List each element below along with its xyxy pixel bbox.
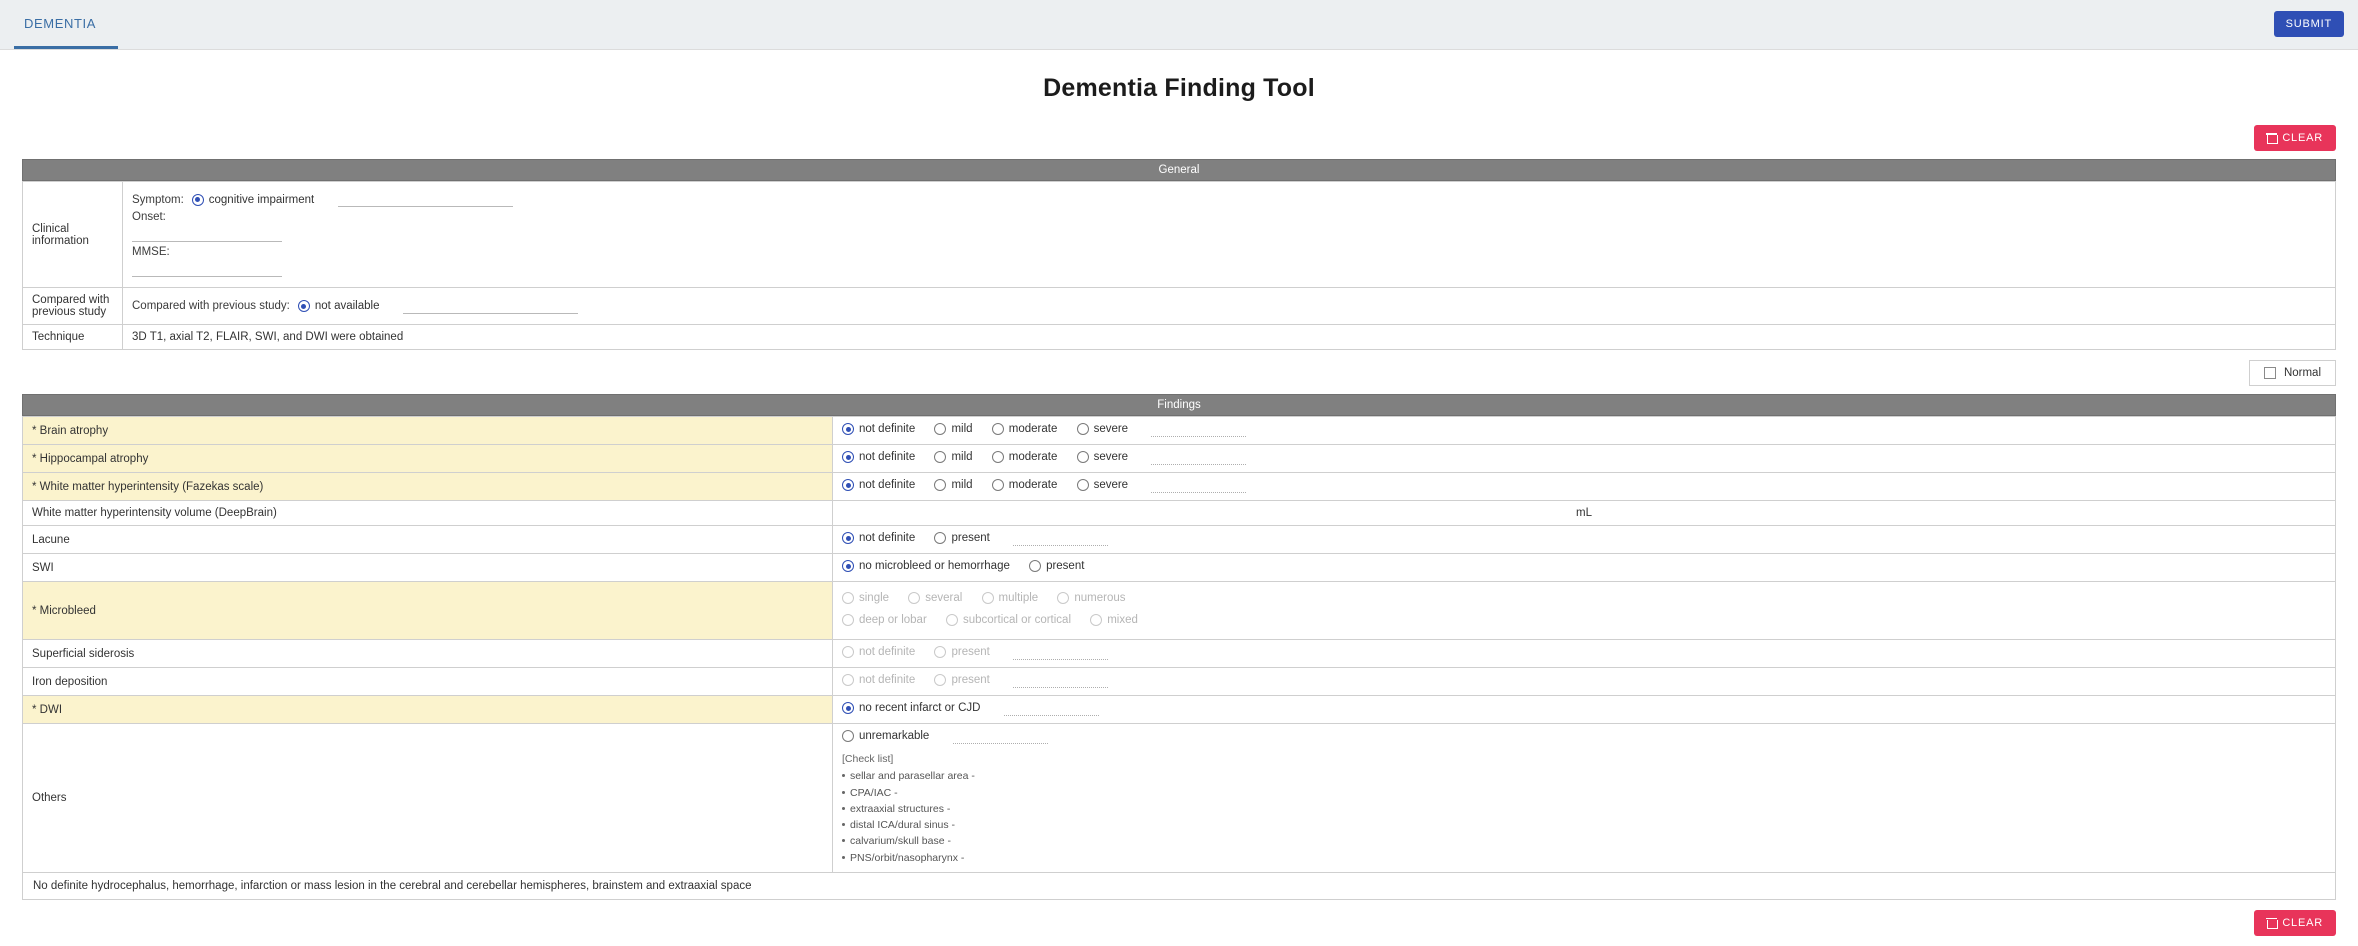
radio-icon[interactable] — [934, 479, 946, 491]
white-matter-hyperintensity-options — [833, 473, 2336, 501]
top-bar — [0, 0, 2358, 50]
option-label: severe — [1093, 423, 1129, 435]
iron-deposition-label: Iron deposition — [23, 668, 833, 696]
clear-button-top[interactable] — [2254, 125, 2336, 151]
compared-field-label: Compared with previous study: — [132, 300, 290, 312]
table-row-iron-deposition — [23, 668, 2336, 696]
clinical-information-fields — [123, 182, 2336, 288]
option-label: multiple — [998, 592, 1039, 604]
checkbox-icon[interactable] — [2264, 367, 2276, 379]
option-label: severe — [1093, 451, 1129, 463]
superficial-siderosis-label: Superficial siderosis — [23, 640, 833, 668]
option-moderate[interactable] — [992, 451, 1058, 463]
trash-icon — [2267, 918, 2276, 928]
option-label: moderate — [1008, 479, 1058, 491]
general-section-header: General — [22, 159, 2336, 181]
onset-input-line — [132, 227, 2326, 242]
findings-section-header: Findings — [22, 394, 2336, 416]
symptom-input[interactable] — [338, 192, 513, 207]
option-no-recent-infarct-or-cjd[interactable] — [842, 702, 980, 714]
microbleed-options — [833, 582, 2336, 640]
option-numerous[interactable] — [1057, 592, 1125, 604]
onset-label: Onset: — [132, 211, 166, 223]
clinical-information-label: Clinical information — [23, 182, 123, 288]
option-label: deep or lobar — [859, 614, 927, 626]
radio-icon[interactable] — [934, 674, 946, 686]
general-table — [22, 181, 2336, 350]
wmh-volume-unit: mL — [833, 501, 2336, 526]
findings-summary: No definite hydrocephalus, hemorrhage, infarction or mass lesion in the cerebral and cerebellar hemispheres, brainstem and extraaxial space — [22, 873, 2336, 900]
list-item: calvarium/skull base - — [842, 833, 2326, 849]
option-single[interactable] — [842, 592, 889, 604]
option-label: not definite — [859, 479, 916, 491]
others-note-input[interactable] — [953, 734, 1048, 744]
mmse-input[interactable] — [132, 262, 282, 277]
option-present[interactable] — [1029, 560, 1084, 572]
radio-icon[interactable] — [992, 479, 1004, 491]
others-label: Others — [23, 724, 833, 873]
tab-dementia[interactable] — [14, 0, 118, 49]
symptom-option-label: cognitive impairment — [208, 193, 315, 206]
option-label: unremarkable — [859, 730, 930, 742]
option-deep-or-lobar[interactable] — [842, 614, 927, 626]
option-label: not definite — [859, 674, 916, 686]
option-mild[interactable] — [934, 451, 972, 463]
radio-icon[interactable] — [842, 479, 854, 491]
option-label: mild — [951, 423, 973, 435]
option-label: subcortical or cortical — [962, 614, 1071, 626]
list-item: sellar and parasellar area - — [842, 768, 2326, 784]
table-row-clinical-information — [23, 182, 2336, 288]
radio-icon[interactable] — [1057, 592, 1069, 604]
option-not-definite[interactable] — [842, 451, 915, 463]
radio-icon[interactable] — [842, 674, 854, 686]
option-present[interactable] — [934, 646, 989, 658]
dwi-label: * DWI — [23, 696, 833, 724]
option-not-definite[interactable] — [842, 674, 915, 686]
others-checklist — [842, 751, 2326, 866]
superficial-siderosis-note-input[interactable] — [1013, 650, 1108, 660]
option-label: not definite — [859, 423, 916, 435]
compared-input[interactable] — [403, 299, 578, 314]
radio-icon[interactable] — [842, 423, 854, 435]
technique-label: Technique — [23, 325, 123, 350]
technique-value: 3D T1, axial T2, FLAIR, SWI, and DWI were obtained — [123, 325, 2336, 350]
iron-deposition-options — [833, 668, 2336, 696]
option-severe[interactable] — [1077, 479, 1129, 491]
symptom-option-cognitive-impairment[interactable] — [192, 194, 314, 206]
iron-deposition-note-input[interactable] — [1013, 678, 1108, 688]
table-row-microbleed — [23, 582, 2336, 640]
radio-icon[interactable] — [842, 560, 854, 572]
radio-icon[interactable] — [842, 702, 854, 714]
radio-icon[interactable] — [842, 451, 854, 463]
option-label: single — [859, 592, 890, 604]
checklist-head: [Check list] — [842, 753, 894, 765]
trash-icon — [2267, 133, 2276, 143]
compared-option-not-available[interactable] — [298, 300, 380, 312]
radio-icon[interactable] — [842, 614, 854, 626]
option-multiple[interactable] — [982, 592, 1039, 604]
option-label: present — [951, 532, 990, 544]
table-row-dwi — [23, 696, 2336, 724]
clear-top-row — [22, 125, 2336, 151]
option-label: present — [951, 674, 990, 686]
mmse-label: MMSE: — [132, 246, 170, 258]
radio-icon[interactable] — [992, 423, 1004, 435]
hippocampal-atrophy-note-input[interactable] — [1151, 455, 1246, 465]
option-label: not definite — [859, 532, 916, 544]
radio-icon[interactable] — [192, 194, 204, 206]
option-label: several — [925, 592, 963, 604]
table-row-technique — [23, 325, 2336, 350]
checklist-items — [842, 768, 2326, 866]
clear-button-bottom-label: CLEAR — [2282, 916, 2323, 929]
radio-icon[interactable] — [934, 646, 946, 658]
hippocampal-atrophy-label: * Hippocampal atrophy — [23, 445, 833, 473]
radio-icon[interactable] — [946, 614, 958, 626]
white-matter-hyperintensity-label: * White matter hyperintensity (Fazekas scale) — [23, 473, 833, 501]
radio-icon[interactable] — [298, 300, 310, 312]
clear-button-bottom[interactable] — [2254, 910, 2336, 936]
option-mixed[interactable] — [1090, 614, 1138, 626]
table-row-wmh-volume — [23, 501, 2336, 526]
symptom-line — [132, 192, 2326, 207]
radio-icon[interactable] — [842, 646, 854, 658]
swi-options — [833, 554, 2336, 582]
radio-icon[interactable] — [1077, 479, 1089, 491]
table-row-superficial-siderosis — [23, 640, 2336, 668]
option-subcortical-or-cortical[interactable] — [946, 614, 1071, 626]
list-item: extraaxial structures - — [842, 801, 2326, 817]
option-not-definite[interactable] — [842, 423, 915, 435]
microbleed-label: * Microbleed — [23, 582, 833, 640]
option-moderate[interactable] — [992, 423, 1058, 435]
radio-icon[interactable] — [908, 592, 920, 604]
clear-bottom-row — [22, 910, 2336, 946]
dwi-note-input[interactable] — [1004, 706, 1099, 716]
option-label: moderate — [1008, 423, 1058, 435]
option-no-microbleed-or-hemorrhage[interactable] — [842, 560, 1010, 572]
table-row-white-matter-hyperintensity — [23, 473, 2336, 501]
option-label: present — [951, 646, 990, 658]
tab-strip — [0, 0, 118, 49]
option-label: no microbleed or hemorrhage — [859, 560, 1010, 572]
table-row-others — [23, 724, 2336, 873]
dwi-options — [833, 696, 2336, 724]
white-matter-hyperintensity-note-input[interactable] — [1151, 483, 1246, 493]
table-row-hippocampal-atrophy — [23, 445, 2336, 473]
option-label: not definite — [859, 646, 916, 658]
radio-icon[interactable] — [1090, 614, 1102, 626]
option-label: not definite — [859, 451, 916, 463]
option-not-definite[interactable] — [842, 479, 915, 491]
radio-icon[interactable] — [1077, 451, 1089, 463]
findings-table — [22, 416, 2336, 873]
mmse-line — [132, 246, 2326, 258]
radio-icon[interactable] — [1029, 560, 1041, 572]
others-content — [833, 724, 2336, 873]
option-severe[interactable] — [1077, 451, 1129, 463]
table-row-brain-atrophy — [23, 417, 2336, 445]
wmh-volume-label: White matter hyperintensity volume (DeepBrain) — [23, 501, 833, 526]
option-unremarkable[interactable] — [842, 730, 929, 742]
option-label: no recent infarct or CJD — [859, 702, 981, 714]
radio-icon[interactable] — [934, 532, 946, 544]
lacune-label: Lacune — [23, 526, 833, 554]
onset-line — [132, 211, 2326, 223]
normal-toggle-label: Normal — [2283, 367, 2321, 379]
table-row-swi — [23, 554, 2336, 582]
content-wrapper — [0, 125, 2358, 946]
option-label: severe — [1093, 479, 1129, 491]
option-not-definite[interactable] — [842, 646, 915, 658]
tab-dementia-label: DEMENTIA — [24, 15, 96, 31]
brain-atrophy-options — [833, 417, 2336, 445]
list-item: CPA/IAC - — [842, 785, 2326, 801]
table-row-lacune — [23, 526, 2336, 554]
radio-icon[interactable] — [842, 532, 854, 544]
list-item: PNS/orbit/nasopharynx - — [842, 850, 2326, 866]
normal-toggle-row — [22, 360, 2336, 386]
option-mild[interactable] — [934, 423, 972, 435]
option-severe[interactable] — [1077, 423, 1129, 435]
page-title: Dementia Finding Tool — [1043, 74, 1315, 102]
option-label: present — [1046, 560, 1085, 572]
onset-input[interactable] — [132, 227, 282, 242]
compared-line — [132, 299, 2326, 314]
option-label: numerous — [1074, 592, 1126, 604]
option-mild[interactable] — [934, 479, 972, 491]
option-label: moderate — [1008, 451, 1058, 463]
option-present[interactable] — [934, 532, 989, 544]
compared-with-previous-study-fields — [123, 288, 2336, 325]
compared-option-label: not available — [314, 300, 380, 312]
hippocampal-atrophy-options — [833, 445, 2336, 473]
radio-icon[interactable] — [1077, 423, 1089, 435]
symptom-label: Symptom: — [132, 193, 184, 206]
option-present[interactable] — [934, 674, 989, 686]
submit-button[interactable]: SUBMIT — [2274, 11, 2344, 37]
table-row-compared-with-previous-study — [23, 288, 2336, 325]
radio-icon[interactable] — [842, 730, 854, 742]
compared-with-previous-study-label: Compared with previous study — [23, 288, 123, 325]
radio-icon[interactable] — [992, 451, 1004, 463]
swi-label: SWI — [23, 554, 833, 582]
clear-button-top-label: CLEAR — [2282, 132, 2323, 144]
lacune-options — [833, 526, 2336, 554]
option-label: mild — [951, 451, 973, 463]
radio-icon[interactable] — [934, 423, 946, 435]
option-not-definite[interactable] — [842, 532, 915, 544]
normal-toggle[interactable] — [2249, 360, 2336, 386]
option-label: mixed — [1107, 614, 1138, 626]
microbleed-options-row-1 — [842, 592, 2326, 607]
brain-atrophy-label: * Brain atrophy — [23, 417, 833, 445]
superficial-siderosis-options — [833, 640, 2336, 668]
mmse-input-line — [132, 262, 2326, 277]
others-option-row — [842, 730, 2326, 745]
radio-icon[interactable] — [934, 451, 946, 463]
microbleed-options-row-2 — [842, 614, 2326, 629]
radio-icon[interactable] — [842, 592, 854, 604]
list-item: distal ICA/dural sinus - — [842, 817, 2326, 833]
brain-atrophy-note-input[interactable] — [1151, 427, 1246, 437]
option-moderate[interactable] — [992, 479, 1058, 491]
option-several[interactable] — [908, 592, 962, 604]
radio-icon[interactable] — [982, 592, 994, 604]
option-label: mild — [951, 479, 973, 491]
lacune-note-input[interactable] — [1013, 536, 1108, 546]
